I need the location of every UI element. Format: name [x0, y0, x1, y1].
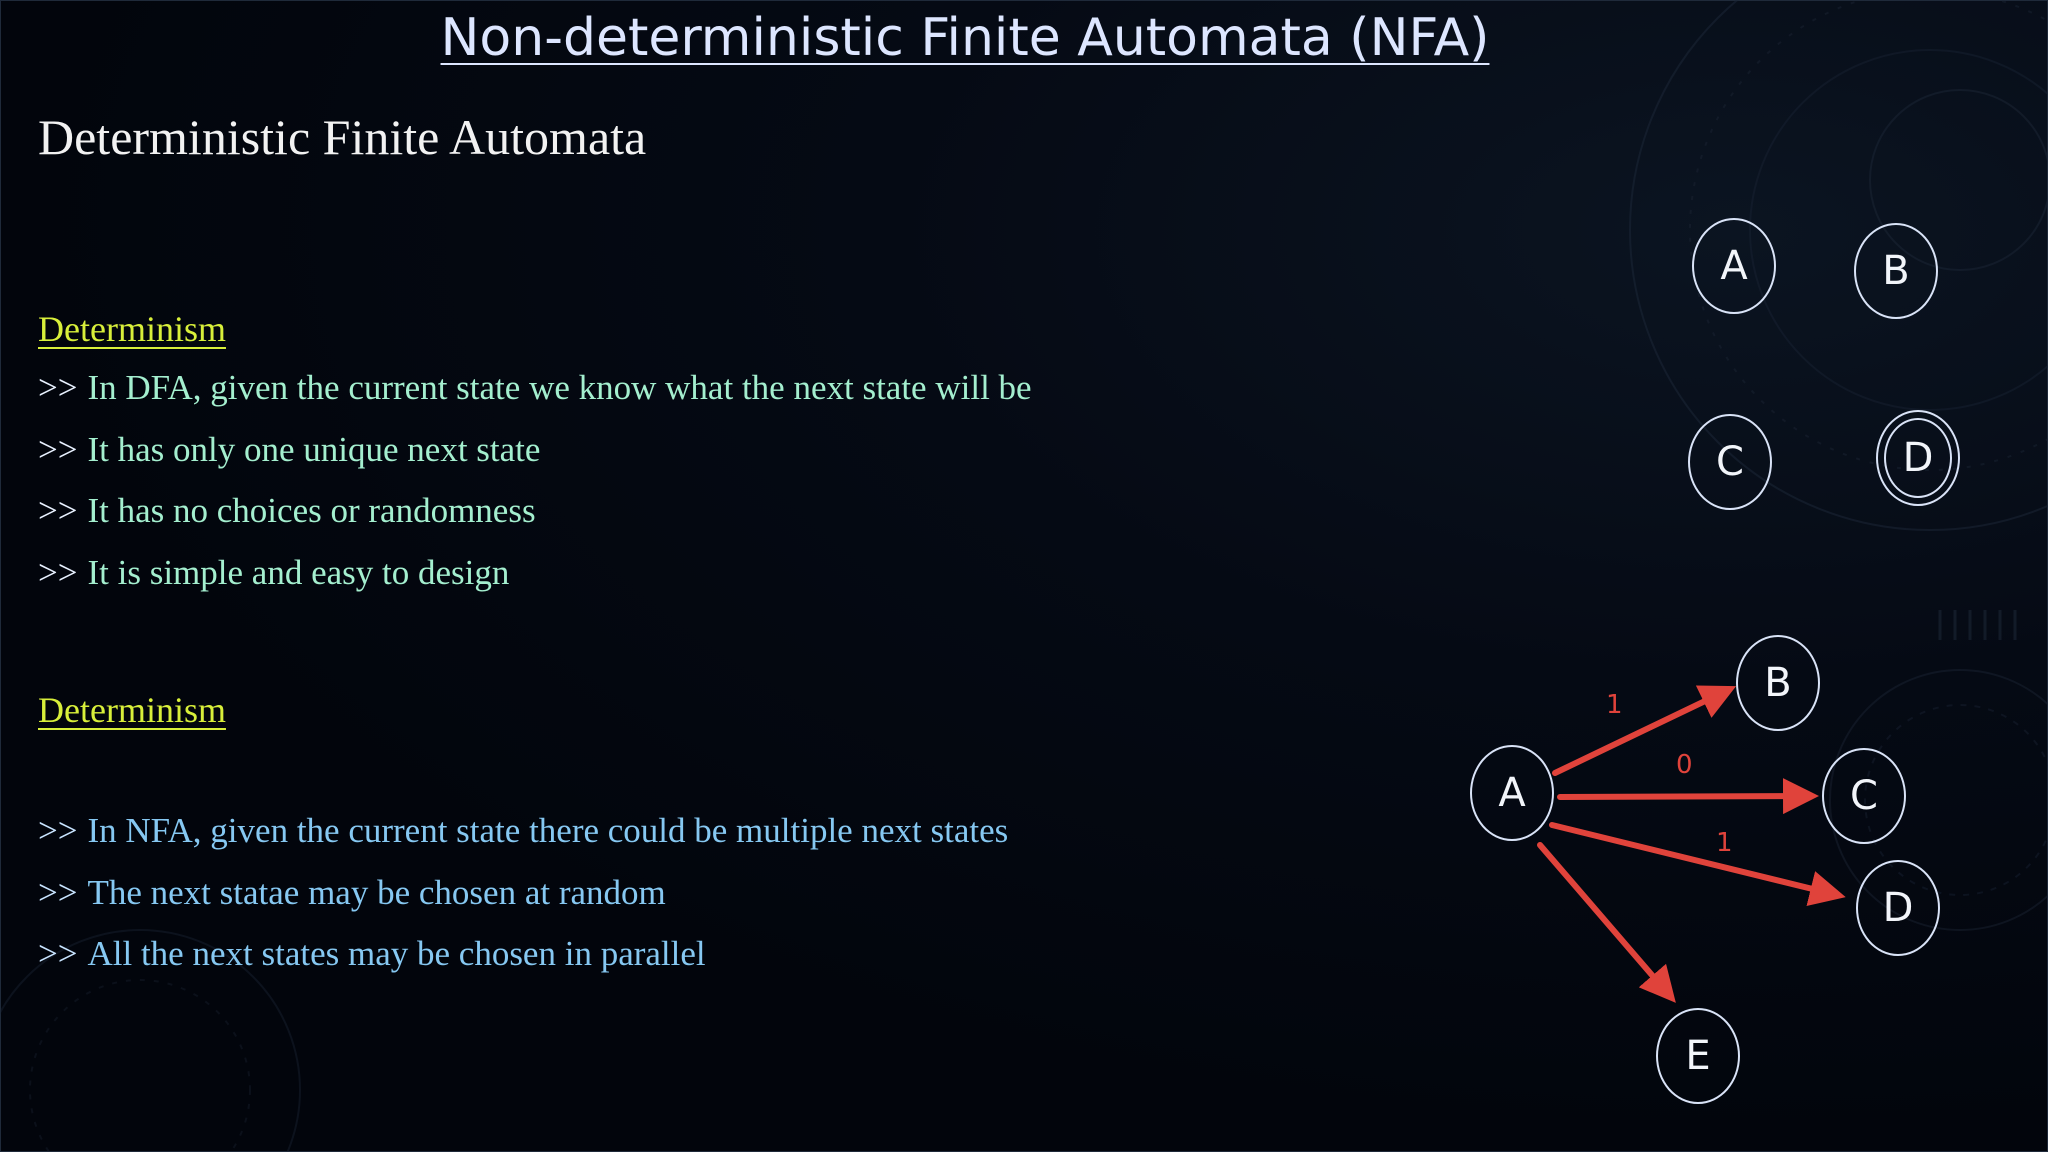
- transition-a-e: [1540, 845, 1670, 996]
- dfa-state-d-final: D: [1876, 410, 1960, 506]
- transition-a-d: [1552, 825, 1837, 895]
- dfa-bullet-text: It has no choices or randomness: [87, 491, 536, 530]
- nfa-state-a: A: [1470, 745, 1554, 841]
- transition-a-c: [1560, 796, 1810, 797]
- bullet-marker: >>: [38, 430, 78, 469]
- edge-label-a-c: 0: [1676, 750, 1693, 780]
- nfa-heading: Determinism: [38, 690, 226, 730]
- dfa-state-b: B: [1854, 223, 1938, 319]
- dfa-heading: Determinism: [38, 309, 226, 349]
- bullet-marker: >>: [38, 368, 78, 407]
- bullet-marker: >>: [38, 553, 78, 592]
- nfa-bullet-text: The next statae may be chosen at random: [87, 873, 666, 912]
- bullet-marker: >>: [38, 934, 78, 973]
- dfa-bullet-text: In DFA, given the current state we know what the next state will be: [87, 368, 1032, 407]
- nfa-state-e: E: [1656, 1008, 1740, 1104]
- transition-a-b: [1555, 690, 1728, 773]
- nfa-state-b: B: [1736, 635, 1820, 731]
- nfa-state-d: D: [1856, 860, 1940, 956]
- dfa-state-c: C: [1688, 414, 1772, 510]
- dfa-state-a: A: [1692, 218, 1776, 314]
- nfa-state-c: C: [1822, 748, 1906, 844]
- edge-label-a-d: 1: [1716, 828, 1733, 858]
- edge-label-a-b: 1: [1606, 690, 1623, 720]
- nfa-bullet-text: All the next states may be chosen in parallel: [87, 934, 706, 973]
- slide-title: Non-deterministic Finite Automata (NFA): [440, 8, 1490, 68]
- bullet-marker: >>: [38, 491, 78, 530]
- nfa-bullet-text: In NFA, given the current state there could be multiple next states: [87, 811, 1009, 850]
- dfa-bullet-text: It has only one unique next state: [87, 430, 541, 469]
- bullet-marker: >>: [38, 873, 78, 912]
- dfa-bullet-text: It is simple and easy to design: [87, 553, 510, 592]
- bullet-marker: >>: [38, 811, 78, 850]
- slide-subtitle: Deterministic Finite Automata: [38, 109, 647, 165]
